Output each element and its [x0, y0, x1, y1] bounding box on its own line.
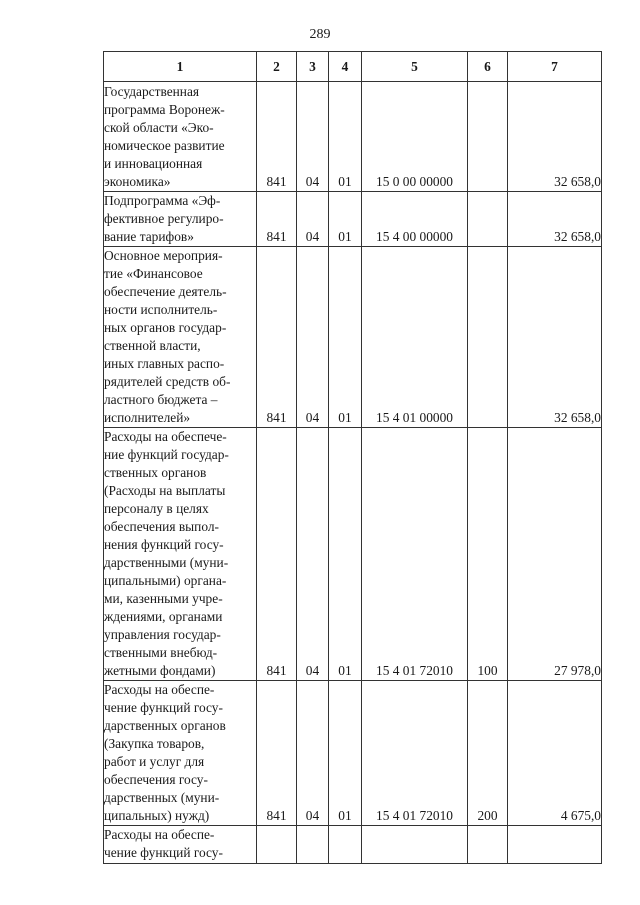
- cell-ministry: [257, 826, 297, 864]
- cell-expense-type: [468, 826, 508, 864]
- cell-amount: 32 658,0: [508, 192, 602, 247]
- budget-table: [103, 51, 602, 864]
- header-col-4: 4: [329, 52, 362, 82]
- cell-expense-type: 200: [468, 681, 508, 826]
- table-row: [104, 826, 602, 864]
- row-description: [104, 82, 257, 192]
- cell-amount: 32 658,0: [508, 247, 602, 428]
- header-col-1: 1: [104, 52, 257, 82]
- table-header-row: [104, 52, 602, 82]
- cell-section: 04: [297, 82, 329, 192]
- cell-amount: 27 978,0: [508, 428, 602, 681]
- row-description-text: Расходы на обеспе- чение функций госу- дарственных органов (Закупка товаров, работ и услуг для обеспечения госу- дарственных (муни- ципальных) нужд): [104, 682, 226, 823]
- row-description-text: Основное мероприя- тие «Финансовое обеспечение деятель- ности исполнитель- ных органов государ- ственной власти, иных главных распо- рядителей средств об- ластного бюджета – исполнителей»: [104, 248, 231, 425]
- cell-target-code: 15 4 01 72010: [362, 428, 468, 681]
- cell-expense-type: [468, 247, 508, 428]
- table-row: [104, 192, 602, 247]
- row-description-text: Государственная программа Воронеж- ской области «Эко- номическое развитие и инновационная экономика»: [104, 84, 225, 189]
- row-description-text: Расходы на обеспе- чение функций госу-: [104, 827, 223, 860]
- cell-section: 04: [297, 247, 329, 428]
- row-description-text: Расходы на обеспече- ние функций государ- ственных органов (Расходы на выплаты персоналу в целях обеспечения выпол- нения функций госу- дарственными (муни- ципальными) органа- ми, казенными учре- ждениями, органами управления государ- ственными внебюд- жетными фондами): [104, 429, 229, 678]
- cell-ministry: 841: [257, 82, 297, 192]
- cell-ministry: 841: [257, 428, 297, 681]
- cell-subsection: 01: [329, 681, 362, 826]
- cell-target-code: [362, 826, 468, 864]
- cell-section: 04: [297, 428, 329, 681]
- row-description: [104, 681, 257, 826]
- cell-amount: 4 675,0: [508, 681, 602, 826]
- cell-target-code: 15 4 01 72010: [362, 681, 468, 826]
- table-row: [104, 428, 602, 681]
- cell-subsection: 01: [329, 82, 362, 192]
- row-description-text: Подпрограмма «Эф- фективное регулиро- вание тарифов»: [104, 193, 224, 244]
- cell-target-code: 15 4 00 00000: [362, 192, 468, 247]
- row-description: [104, 826, 257, 864]
- cell-section: 04: [297, 681, 329, 826]
- cell-subsection: 01: [329, 192, 362, 247]
- cell-expense-type: [468, 82, 508, 192]
- header-col-3: 3: [297, 52, 329, 82]
- cell-section: [297, 826, 329, 864]
- header-col-7: 7: [508, 52, 602, 82]
- cell-target-code: 15 0 00 00000: [362, 82, 468, 192]
- header-col-2: 2: [257, 52, 297, 82]
- cell-subsection: 01: [329, 428, 362, 681]
- cell-expense-type: 100: [468, 428, 508, 681]
- cell-ministry: 841: [257, 247, 297, 428]
- row-description: [104, 428, 257, 681]
- table-row: [104, 681, 602, 826]
- cell-expense-type: [468, 192, 508, 247]
- cell-ministry: 841: [257, 192, 297, 247]
- row-description: [104, 192, 257, 247]
- table-row: [104, 82, 602, 192]
- cell-subsection: 01: [329, 247, 362, 428]
- page-number: 289: [309, 27, 331, 42]
- cell-ministry: 841: [257, 681, 297, 826]
- cell-amount: 32 658,0: [508, 82, 602, 192]
- cell-section: 04: [297, 192, 329, 247]
- table-row: [104, 247, 602, 428]
- cell-amount: [508, 826, 602, 864]
- header-col-5: 5: [362, 52, 468, 82]
- header-col-6: 6: [468, 52, 508, 82]
- row-description: [104, 247, 257, 428]
- cell-target-code: 15 4 01 00000: [362, 247, 468, 428]
- cell-subsection: [329, 826, 362, 864]
